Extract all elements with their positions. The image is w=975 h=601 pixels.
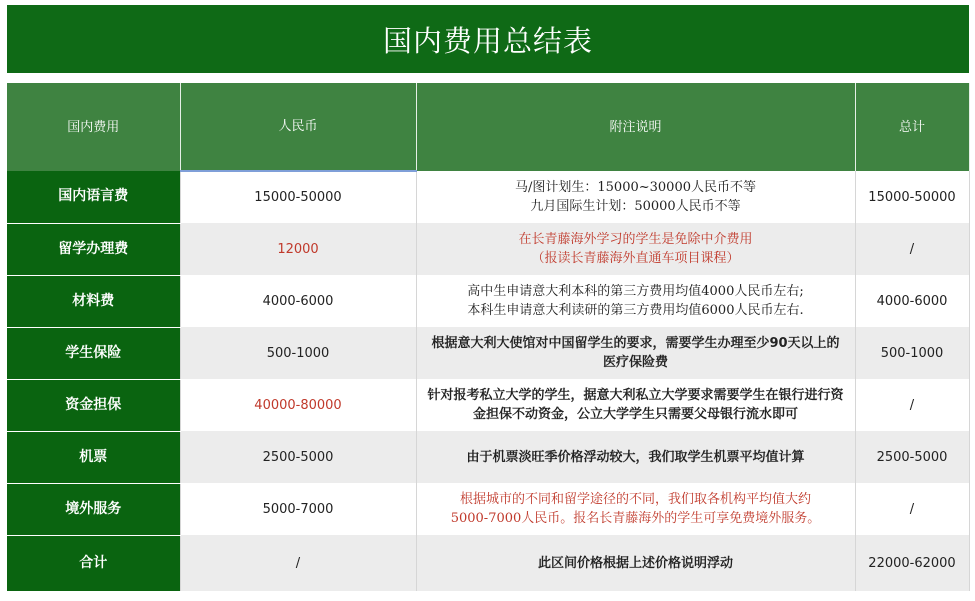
total-cell: 4000-6000 bbox=[855, 275, 969, 327]
cost-summary-table bbox=[7, 83, 970, 592]
table-row bbox=[7, 379, 969, 431]
header-notes: 附注说明 bbox=[416, 83, 855, 171]
total-cell: 15000-50000 bbox=[855, 171, 969, 223]
rmb-cell: 12000 bbox=[180, 223, 416, 275]
table-row bbox=[7, 171, 969, 223]
total-cell: 2500-5000 bbox=[855, 431, 969, 483]
note-line: 在长青藤海外学习的学生是免除中介费用 bbox=[518, 232, 753, 247]
note-line: 九月国际生计划：50000人民币不等 bbox=[530, 199, 741, 214]
table-row bbox=[7, 275, 969, 327]
note-line: 本科生申请意大利读研的第三方费用均值6000人民币左右. bbox=[467, 303, 804, 318]
row-label: 留学办理费 bbox=[7, 223, 180, 275]
note-line: 5000-7000人民币。报名长青藤海外的学生可享免费境外服务。 bbox=[450, 511, 821, 526]
note-line: 金担保不动资金，公立大学学生只需要父母银行流水即可 bbox=[472, 407, 798, 422]
rmb-cell: 15000-50000 bbox=[180, 171, 416, 223]
total-cell: / bbox=[855, 483, 969, 535]
table-header-row bbox=[7, 83, 969, 171]
note-line: 医疗保险费 bbox=[602, 355, 668, 370]
rmb-cell: 40000-80000 bbox=[180, 379, 416, 431]
header-category: 国内费用 bbox=[7, 83, 180, 171]
row-label: 资金担保 bbox=[7, 379, 180, 431]
total-cell: / bbox=[855, 223, 969, 275]
notes-cell bbox=[416, 431, 855, 483]
notes-cell bbox=[416, 483, 855, 535]
rmb-cell: 4000-6000 bbox=[180, 275, 416, 327]
note-line: 根据意大利大使馆对中国留学生的要求，需要学生办理至少90天以上的 bbox=[431, 336, 840, 351]
table-row bbox=[7, 431, 969, 483]
rmb-cell: 500-1000 bbox=[180, 327, 416, 379]
notes-cell bbox=[416, 379, 855, 431]
notes-cell bbox=[416, 327, 855, 379]
note-line: 由于机票淡旺季价格浮动较大，我们取学生机票平均值计算 bbox=[466, 449, 805, 465]
row-label: 材料费 bbox=[7, 275, 180, 327]
row-label: 境外服务 bbox=[7, 483, 180, 535]
note-line: 马/图计划生：15000~30000人民币不等 bbox=[515, 180, 756, 195]
table-row bbox=[7, 327, 969, 379]
notes-cell bbox=[416, 171, 855, 223]
header-total: 总计 bbox=[855, 83, 969, 171]
table-row bbox=[7, 483, 969, 535]
table-row bbox=[7, 223, 969, 275]
total-cell: 22000-62000 bbox=[855, 535, 969, 591]
notes-cell bbox=[416, 535, 855, 591]
rmb-cell: / bbox=[180, 535, 416, 591]
note-line: （报读长青藤海外直通车项目课程） bbox=[531, 251, 740, 266]
row-label: 机票 bbox=[7, 431, 180, 483]
header-rmb: 人民币 bbox=[180, 83, 416, 171]
rmb-cell: 2500-5000 bbox=[180, 431, 416, 483]
notes-cell bbox=[416, 223, 855, 275]
total-cell: 500-1000 bbox=[855, 327, 969, 379]
row-label: 合计 bbox=[7, 535, 180, 591]
note-line: 此区间价格根据上述价格说明浮动 bbox=[537, 555, 733, 571]
note-line: 根据城市的不同和留学途径的不同，我们取各机构平均值大约 bbox=[459, 492, 811, 507]
table-row bbox=[7, 535, 969, 591]
page-title: 国内费用总结表 bbox=[7, 5, 969, 73]
total-cell: / bbox=[855, 379, 969, 431]
note-line: 高中生申请意大利本科的第三方费用均值4000人民币左右; bbox=[467, 284, 804, 299]
rmb-cell: 5000-7000 bbox=[180, 483, 416, 535]
note-line: 针对报考私立大学的学生，据意大利私立大学要求需要学生在银行进行资 bbox=[427, 388, 844, 403]
row-label: 国内语言费 bbox=[7, 171, 180, 223]
row-label: 学生保险 bbox=[7, 327, 180, 379]
notes-cell bbox=[416, 275, 855, 327]
